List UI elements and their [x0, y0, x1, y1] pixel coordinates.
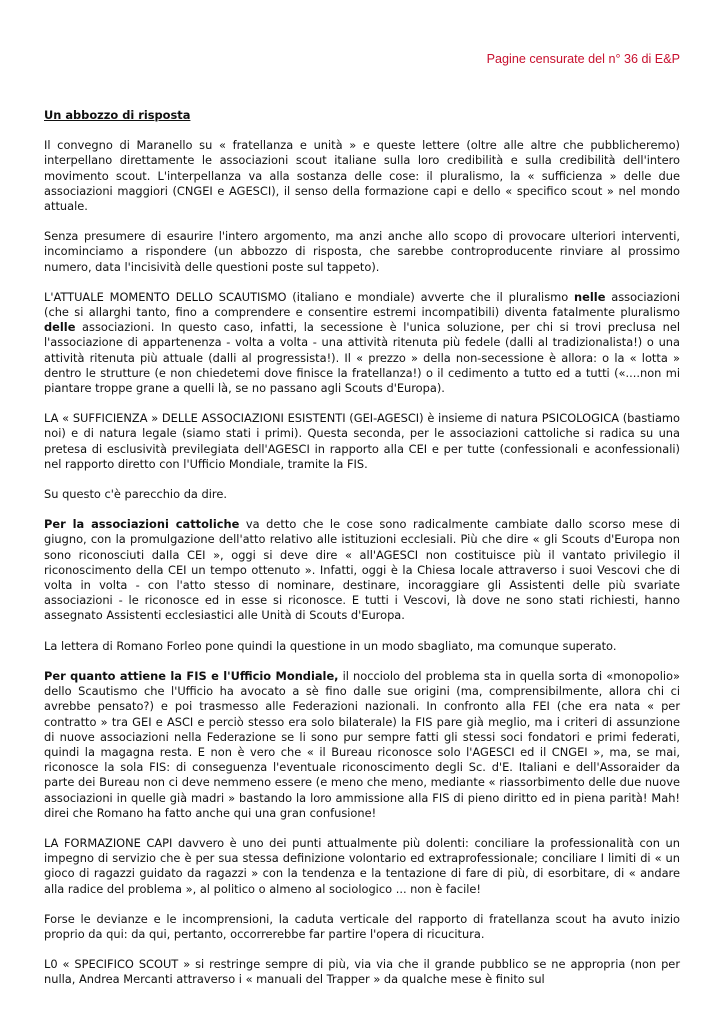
paragraph-8-text: il nocciolo del problema sta in quella sorta di «monopolio» dello Scautismo che l'Ufficio ha avocato a sè fino dalle sue origini (ma, comprensibilmente, allora chi ci avrebbe pensato?) e poi trasmesso alle Federazioni nazionali. In confronto alla FEI (che era nata « per contratto » tra GEI e ASCI e perciò stesso era solo bilaterale) la FIS pare già meglio, ma i criteri di assunzione di nuove associazioni nella Federazione se li sono pur sempre fatti gli stessi soci fondatori e primi federati, quindi la magagna resta. E non è vero che « il Bureau riconosce solo l'AGESCI ed il CNGEI », ma, se mai, riconosce la sola FIS: di conseguenza l'eventuale riconoscimento degli Sc. d'E. Italiani e dell'Assoraider da parte dei Bureau non ci deve nemmeno essere (e meno che meno, mediante « riassorbimento delle due nuove associazioni in quelle già madri » bastando la loro ammissione alla FIS di pieno diritto ed in piena parità! Mah! direi che Romano ha fatto anche qui una gran confusione! [44, 668, 680, 820]
paragraph-3-bold-delle: delle [44, 320, 76, 335]
paragraph-2: Senza presumere di esaurire l'intero argomento, ma anzi anche allo scopo di provocare ulteriori interventi, incominciamo a rispondere (un abbozzo di risposta, che sarebbe controproducente rinviare al prossimo numero, data l'incisività delle questioni poste sul tappeto). [44, 229, 680, 274]
paragraph-11: L0 « SPECIFICO SCOUT » si restringe sempre di più, via via che il grande pubblico se ne appropria (non per nulla, Andrea Mercanti attraverso i « manuali del Trapper » da qualche mese è finito sul [44, 957, 680, 987]
article-title: Un abbozzo di risposta [44, 108, 191, 122]
header-note: Pagine censurate del n° 36 di E&P [486, 52, 680, 66]
paragraph-8 [44, 669, 680, 821]
paragraph-6-bold-lead: Per la associazioni cattoliche [44, 517, 240, 532]
paragraph-10: Forse le devianze e le incomprensioni, la caduta verticale del rapporto di fratellanza scout ha avuto inizio proprio da qui: da qui, pertanto, occorrerebbe far partire l'opera di ricucitura. [44, 911, 680, 941]
paragraph-3-text-a: L'ATTUALE MOMENTO DELLO SCAUTISMO (italiano e mondiale) avverte che il pluralismo [44, 289, 575, 304]
article-body [44, 108, 680, 1003]
paragraph-7: La lettera di Romano Forleo pone quindi la questione in un modo sbagliato, ma comunque superato. [44, 638, 617, 653]
paragraph-4: LA « SUFFICIENZA » DELLE ASSOCIAZIONI ESISTENTI (GEI-AGESCI) è insieme di natura PSICOLOGICA (bastiamo noi) e di natura legale (siamo stati i primi). Questa seconda, per le associazioni cattoliche si radica su una pretesa di esclusività previlegiata dell'AGESCI in rapporto alla CEI e per tutte (confessionali e aconfessionali) nel rapporto diretto con l'Ufficio Mondiale, tramite la FIS. [44, 411, 680, 471]
paragraph-3-text-c: associazioni (che si allarghi tanto, fino a comprendere e consentire estremi incompatibili) diventa fatalmente pluralismo [44, 289, 680, 320]
paragraph-3-text-d: associazioni. In questo caso, infatti, la secessione è l'unica soluzione, per chi si trovi preclusa nel l'associazione di appartenenza - volta a volta - una attività ritenuta più fedele (dalli al tradizionalista!) o una attività ritenuta più attuale (dalli al progressista!). Il « prezzo » della non-secessione è allora: o la « lotta » dentro le strutture (e non chiedetemi dove finisce la fratellanza!) o il cedimento a tutto ed a tutti («....non mi piantare troppe grane a quelli là, se no passano agli Scouts d'Europa). [44, 320, 680, 396]
paragraph-9: LA FORMAZIONE CAPI davvero è uno dei punti attualmente più dolenti: conciliare la professionalità con un impegno di servizio che è per sua stessa definizione volontario ed extraprofessionale; conciliare I limiti di « un gioco di ragazzi guidato da ragazzi » con la tendenza e la tentazione di fare di più, di esorbitare, di « andare alla radice del problema », al politico o almeno al sociologico ... non è facile! [44, 835, 680, 896]
paragraph-5: Su questo c'è parecchio da dire. [44, 487, 227, 502]
paragraph-3 [44, 290, 680, 396]
paragraph-6 [44, 517, 680, 623]
paragraph-6-text: va detto che le cose sono radicalmente cambiate dallo scorso mese di giugno, con la promulgazione dell'atto relativo alle istituzioni ecclesiali. Più che dire « gli Scouts d'Europa non sono riconosciuti daIla CEI », oggi si deve dire « all'AGESCI non costituisce più il vantato privilegio il riconoscimento della CEI un tempo ottenuto ». Infatti, oggi è la Chiesa locale attraverso i suoi Vescovi che di volta in volta - con l'atto stesso di nominare, destinare, incoraggiare gli Assistenti delle più svariate associazioni - le riconosce ed in esse si riconosce. E tutti i Vescovi, là dove ne sono stati richiesti, hanno assegnato Assistenti ecclesiastici alle Unità di Scouts d'Europa. [44, 517, 680, 623]
paragraph-8-bold-lead: Per quanto attiene la FIS e l'Ufficio Mondiale, [44, 668, 339, 683]
paragraph-1: Il convegno di Maranello su « fratellanza e unità » e queste lettere (oltre alle altre che pubblicheremo) interpellano direttamente le associazioni scout italiane sulla loro credibilità e sulla credibilità dell'intero movimento scout. L'interpellanza va alla sostanza delle cose: il pluralismo, la « sufficienza » delle due associazioni maggiori (CNGEI e AGESCI), il senso della formazione capi e dello « specifico scout » nel mondo attuale. [44, 138, 680, 214]
paragraph-3-bold-nelle: nelle [574, 289, 606, 304]
